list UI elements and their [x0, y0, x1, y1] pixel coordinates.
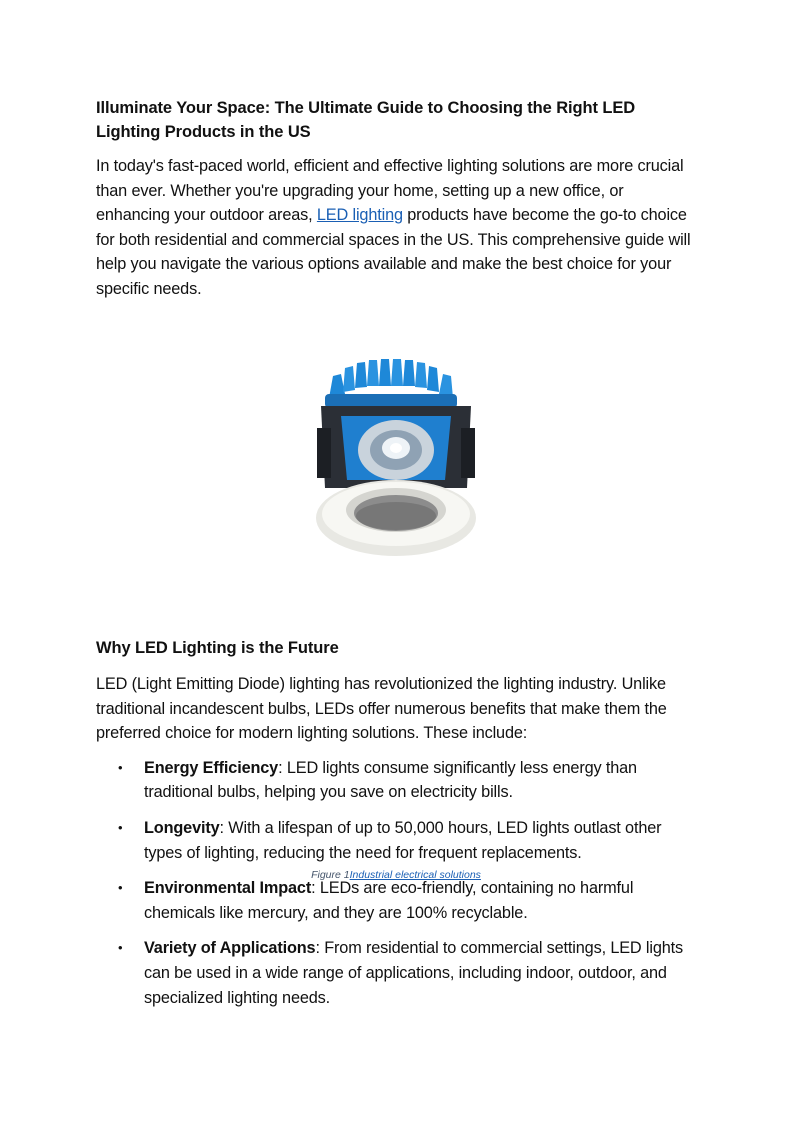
list-item-term: Energy Efficiency [144, 758, 279, 777]
list-item [96, 936, 696, 1010]
list-item [96, 816, 696, 865]
intro-text-start: In today's fast-paced world, efficient and effective lighting solutions are more crucial than ever. Whether you're upgrading your home, setting up a new office, or enhancing your outdoor areas, [96, 157, 684, 225]
list-item [96, 756, 696, 805]
list-item-term: Environmental Impact [144, 879, 312, 898]
list-item-text: : LED lights consume significantly less energy than traditional bulbs, helping you save on electricity bills. [144, 758, 637, 802]
intro-text-end: products have become the go-to choice for both residential and commercial spaces in the US. This comprehensive guide will help you navigate the various options available and make the best choice for your specific needs. [96, 206, 691, 298]
list-item-term: Variety of Applications [144, 939, 316, 958]
list-item-text: : From residential to commercial settings, LED lights can be used in a wide range of applications, including indoor, outdoor, and specialized lighting needs. [144, 939, 684, 1007]
bullet-icon: • [118, 819, 123, 835]
article-title: Illuminate Your Space: The Ultimate Guide to Choosing the Right LED Lighting Products in the US [96, 99, 636, 141]
section-heading: Why LED Lighting is the Future [96, 639, 339, 657]
list-item-term: Longevity [144, 818, 220, 837]
list-item-text: : With a lifespan of up to 50,000 hours, LED lights outlast other types of lighting, reducing the need for frequent replacements. [144, 818, 662, 862]
caption-prefix: Figure 1 [311, 869, 350, 881]
recessed-downlight-image [311, 358, 481, 568]
document-page [96, 96, 696, 1007]
caption-link[interactable]: Industrial electrical solutions [349, 869, 481, 881]
led-lighting-link[interactable]: LED lighting [316, 206, 403, 225]
benefits-list [96, 756, 696, 1010]
intro-paragraph [96, 154, 696, 302]
bullet-icon: • [118, 940, 123, 956]
list-item-text: : LEDs are eco-friendly, containing no harmful chemicals like mercury, and they are 100% recyclable. [144, 879, 634, 922]
bullet-icon: • [118, 880, 123, 896]
list-item [96, 876, 696, 925]
bullet-icon: • [118, 759, 123, 775]
heatsink-fins [325, 359, 457, 408]
why-led-section [96, 636, 696, 1021]
section-paragraph: LED (Light Emitting Diode) lighting has revolutionized the lighting industry. Unlike traditional incandescent bulbs, LEDs offer numerous benefits that make them the preferred choice for modern lighting solutions. These include: [96, 675, 667, 743]
